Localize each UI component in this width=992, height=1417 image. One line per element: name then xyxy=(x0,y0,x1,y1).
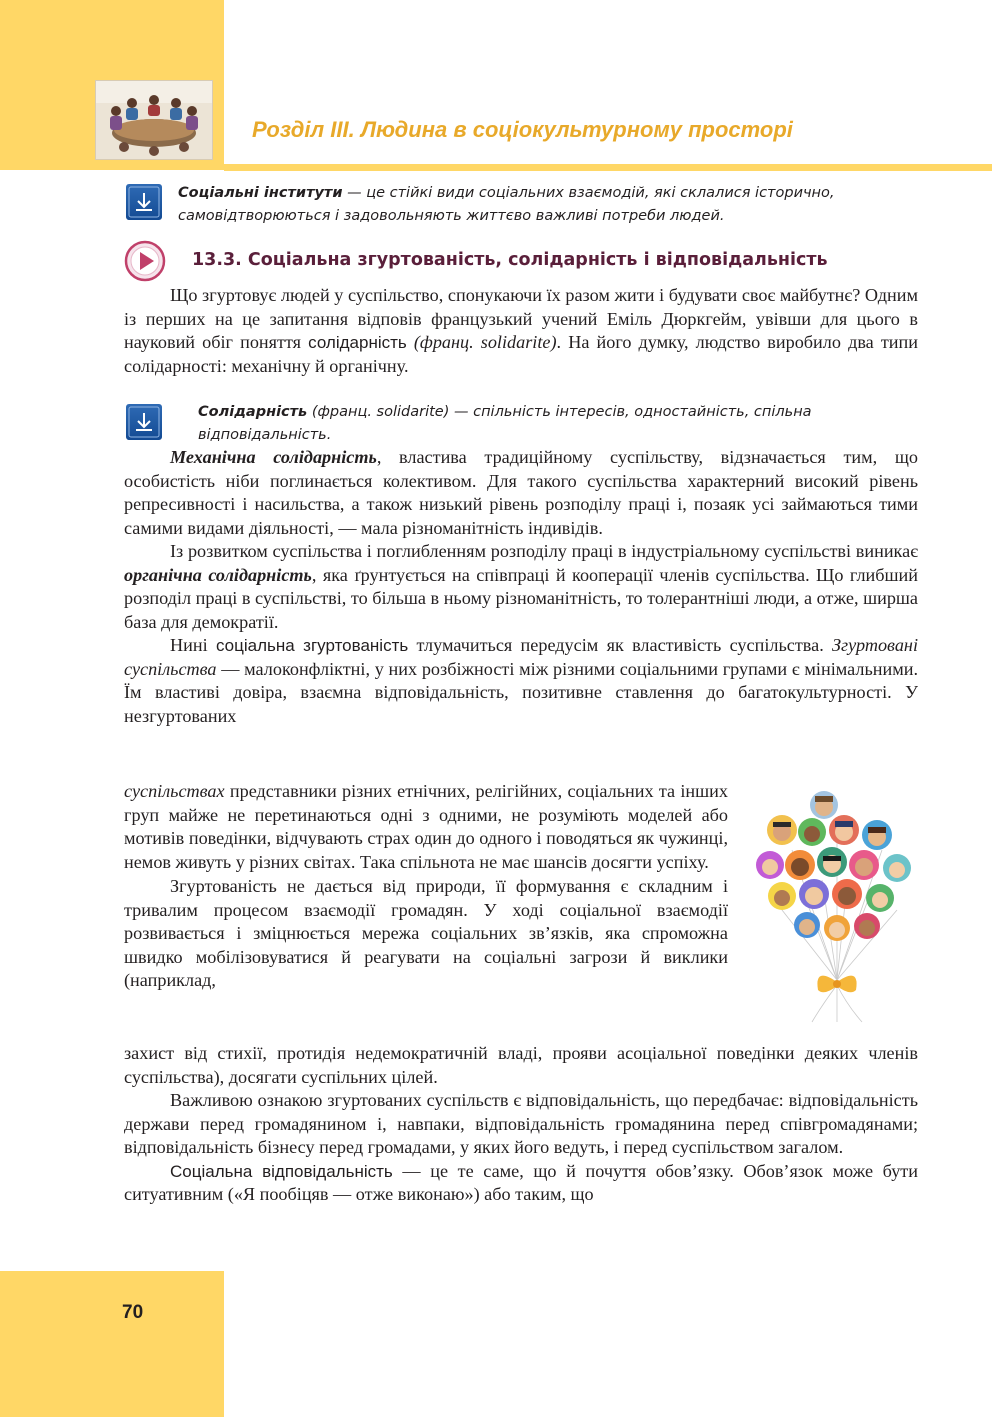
main-text-block xyxy=(124,446,918,728)
text-italic: Згуртовані суспільства xyxy=(124,635,919,679)
definition-term: Соціальні інститути xyxy=(178,185,343,201)
term-solidarity: солідарність xyxy=(308,333,407,352)
text: Із розвитком суспільства і поглибленням розподілу праці в індустріальному суспільстві виникає xyxy=(170,541,918,561)
bottom-text-block xyxy=(124,1042,918,1207)
text: Згуртованість не дається від природи, її формування є складним і тривалим процесом взаємодії громадян. У ході соціальної взаємодії розвивається і зміцнюється мережа соціальних зв’язків, яка спроможна швидко мобілізовуватися й реагувати на соціальні загрози й виклики (наприклад, xyxy=(124,876,728,990)
play-icon xyxy=(124,240,166,282)
round-table-meeting-illustration xyxy=(95,80,213,160)
text: , яка ґрунтується на співпраці й кооперації членів суспільства. Що глибший розподіл праці в суспільстві, то більша в ньому різноманітність, то толерантніші люди, а отже, ширша база для демократії. xyxy=(124,564,918,632)
definition-social-institutions xyxy=(178,182,923,228)
text-italic: (франц. solidarite) xyxy=(406,332,557,352)
term-social-cohesion: соціальна згуртованість xyxy=(215,636,409,655)
text-italic: суспільствах xyxy=(124,781,225,801)
term-mechanical-solidarity: Механічна солідарність xyxy=(170,447,377,467)
header-rule xyxy=(224,164,992,171)
definition-solidarity xyxy=(198,401,920,447)
definition-body: (франц. solidarite) — спільність інтересів, одностайність, спільна відповідальність. xyxy=(198,404,812,443)
balloons-with-diverse-faces-illustration xyxy=(752,790,922,1025)
side-text-block xyxy=(124,780,728,993)
term-social-responsibility: Соціальна відповідальність xyxy=(170,1161,393,1181)
text: Важливою ознакою згуртованих суспільств є відповідальність, що передбачає: відповідальність держави перед громадянином і, навпаки, відповідальність громадянина перед співгромадянами; відповідальність бізнесу перед громадами, у яких його ведуть, і перед суспільством загалом. xyxy=(124,1090,918,1157)
text: — це те саме, що й почуття обов’язку. Обов’язок може бути ситуативним («Я пообіцяв — отже виконаю») або таким, що xyxy=(124,1160,918,1204)
term-organic-solidarity: органічна солідарність xyxy=(124,564,312,585)
text: представники різних етнічних, релігійних, соціальних та інших груп майже не перетинаються одні з одними, не розуміють моделей або мотивів поведінки, відчувають страх один до одного і поводяться як чужинці, немов живуть у різних світах. Така спільнота не має шансів досягти успіху. xyxy=(124,781,728,872)
page-number: 70 xyxy=(122,1302,144,1323)
footer-color-band xyxy=(0,1271,224,1417)
text: Що згуртовує людей у суспільство, спонукаючи їх разом жити і будувати своє майбутнє? Одним із перших на це запитання відповів французький учений Еміль Дюркгейм, увівши для цього в науковий обіг поняття xyxy=(124,285,918,352)
paragraph-durkheim xyxy=(124,284,918,378)
text: захист від стихії, протидія недемократичній владі, прояви асоціальної поведінки деяких членів суспільства), досягати суспільних цілей. xyxy=(124,1043,918,1087)
text: тлумачиться передусім як властивість суспільства. xyxy=(408,635,833,655)
text: Нині xyxy=(170,635,216,655)
text: — малоконфліктні, у них розбіжності між різними соціальними групами є мінімальними. Їм властиві довіра, взаємна відповідальність, позитивне ставлення до багатокультурності. У незгуртованих xyxy=(124,658,918,726)
definition-term: Солідарність xyxy=(198,404,308,420)
text: . На його думку, людство виробило два типи солідарності: механічну й органічну. xyxy=(124,332,918,376)
definition-bookmark-icon xyxy=(126,404,162,440)
text: , властива традиційному суспільству, відзначається тим, що особистість ніби поглинається колективом. Для такого суспільства характерний високий рівень репресивності і насильства, а також низький рівень розподілу праці і, позаяк усі займаються тими самими видами діяльності, — мала різноманітність індивідів. xyxy=(124,447,918,538)
chapter-title: Розділ ІІІ. Людина в соціокультурному просторі xyxy=(252,117,793,142)
definition-bookmark-icon xyxy=(126,184,162,220)
section-title: 13.3. Соціальна згуртованість, солідарність і відповідальність xyxy=(192,250,828,270)
definition-body: — це стійкі види соціальних взаємодій, які склалися історично, самовідтворюються і задовольняють життєво важливі потреби людей. xyxy=(178,185,835,224)
